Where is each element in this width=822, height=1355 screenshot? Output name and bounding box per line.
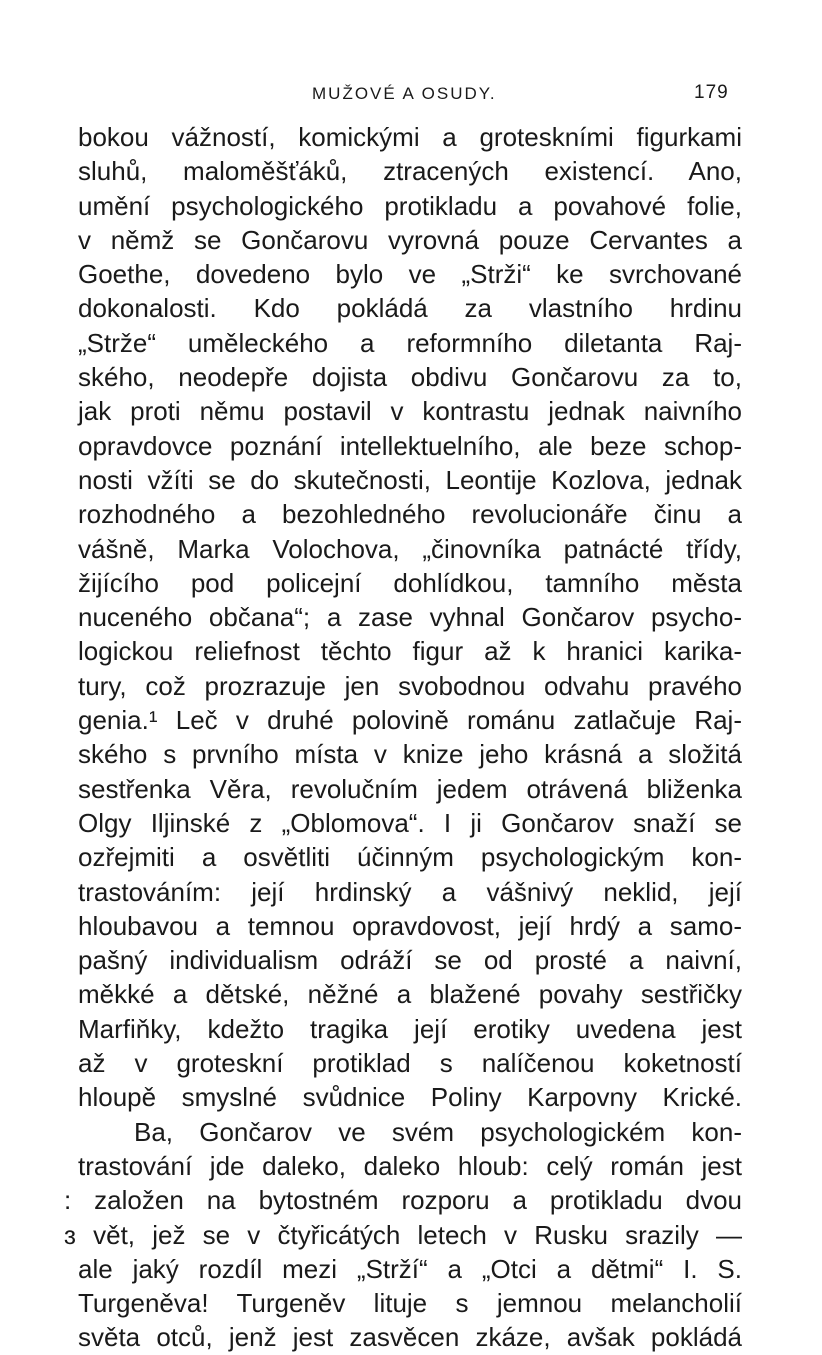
- text-line: : založen na bytostném rozporu a protikladu dvou: [64, 1185, 742, 1216]
- text-line: hloupě smyslné svůdnice Poliny Karpovny Krické.: [78, 1082, 742, 1113]
- text-line: umění psychologického protikladu a povahové folie,: [78, 190, 742, 221]
- text-line: měkké a dětské, něžné a blažené povahy sestřičky: [78, 979, 742, 1010]
- text-line: v němž se Gončarovu vyrovná pouze Cervantes a: [78, 224, 742, 255]
- page-number: 179: [694, 82, 729, 103]
- text-line: jak proti němu postavil v kontrastu jednak naivního: [78, 396, 742, 427]
- text-line: sluhů, maloměšťáků, ztracených existencí. Ano,: [78, 156, 742, 187]
- text-line-paragraph-start: Ba, Gončarov ve svém psychologickém kon-: [134, 1116, 742, 1147]
- text-line: dokonalosti. Kdo pokládá za vlastního hrdinu: [78, 293, 742, 324]
- text-line: genia.¹ Leč v druhé polovině románu zatlačuje Raj-: [78, 705, 742, 736]
- text-line: logickou reliefnost těchto figur až k hranici karika-: [78, 636, 742, 667]
- body-text: [64, 120, 742, 1355]
- text-line: ɜ vět, jež se v čtyřicátých letech v Rusku srazily —: [64, 1219, 742, 1250]
- text-line: Olgy Iljinské z „Oblomova“. I ji Gončarov snaží se: [78, 807, 742, 838]
- text-line: Turgeněva! Turgeněv lituje s jemnou melancholií: [78, 1288, 742, 1319]
- text-line: trastování jde daleko, daleko hloub: celý román jest: [78, 1150, 742, 1181]
- text-line: rozhodného a bezohledného revolucionáře činu a: [78, 499, 742, 530]
- text-line: světa otců, jenž jest zasvěcen zkáze, avšak pokládá: [78, 1322, 742, 1353]
- text-line: vášně, Marka Volochova, „činovníka patnácté třídy,: [78, 533, 742, 564]
- text-line: ského s prvního místa v knize jeho krásná a složitá: [78, 739, 742, 770]
- text-line: trastováním: její hrdinský a vášnivý neklid, její: [78, 876, 742, 907]
- text-line: ale jaký rozdíl mezi „Strží“ a „Otci a dětmi“ I. S.: [78, 1253, 742, 1284]
- running-title: MUŽOVÉ A OSUDY.: [312, 84, 497, 103]
- text-line: sestřenka Věra, revolučním jedem otrávená bliženka: [78, 773, 742, 804]
- text-line: žijícího pod policejní dohlídkou, tamního města: [78, 567, 742, 598]
- text-line: ozřejmiti a osvětliti účinným psychologickým kon-: [78, 842, 742, 873]
- text-line: Goethe, dovedeno bylo ve „Strži“ ke svrchované: [78, 259, 742, 290]
- text-line: bokou vážností, komickými a groteskními figurkami: [78, 122, 742, 152]
- text-line: Marfiňky, kdežto tragika její erotiky uvedena jest: [78, 1013, 742, 1044]
- text-line: až v groteskní protiklad s nalíčenou koketností: [78, 1048, 742, 1079]
- text-line: nuceného občana“; a zase vyhnal Gončarov psycho-: [78, 602, 742, 633]
- text-line: nosti vžíti se do skutečnosti, Leontije Kozlova, jednak: [78, 464, 742, 495]
- text-line: opravdovce poznání intellektuelního, ale beze schop-: [78, 430, 742, 461]
- text-line: hloubavou a temnou opravdovost, její hrdý a samo-: [78, 910, 742, 941]
- text-line: ského, neodepře dojista obdivu Gončarovu za to,: [78, 362, 742, 393]
- text-line: pašný individualism odráží se od prosté a naivní,: [78, 945, 742, 976]
- text-line: tury, což prozrazuje jen svobodnou odvahu pravého: [78, 670, 742, 701]
- text-line: „Strže“ uměleckého a reformního diletanta Raj-: [78, 327, 742, 358]
